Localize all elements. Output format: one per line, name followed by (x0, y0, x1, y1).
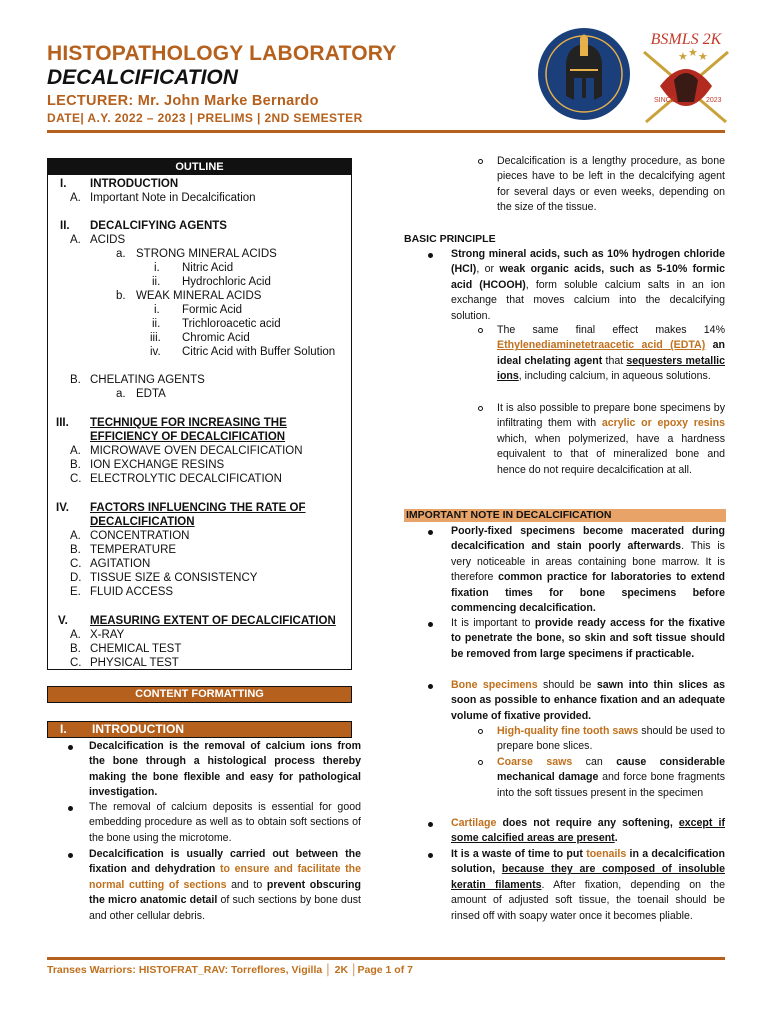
bullet-dot (428, 253, 433, 258)
outline-item: TISSUE SIZE & CONSISTENCY (90, 572, 258, 584)
text-run: should be (543, 679, 592, 691)
text-run: The same final effect makes 14% (497, 324, 725, 336)
bullet-dot (428, 684, 433, 689)
intro-bullet-3 (89, 847, 361, 924)
text-run: Cartilage (451, 817, 497, 829)
important-bullet-3 (451, 678, 725, 724)
outline-num: ii. (152, 318, 161, 330)
text-run: . (614, 832, 618, 845)
text-run: Ethylenediaminetetraacetic acid (EDTA) (497, 339, 706, 352)
important-sub-2 (497, 755, 725, 801)
outline-item: TECHNIQUE FOR INCREASING THE (90, 417, 287, 429)
outline-item: Trichloroacetic acid (182, 318, 281, 330)
outline-num: iii. (150, 332, 161, 344)
intro-section-bar (47, 721, 352, 738)
outline-num: C. (70, 558, 82, 570)
intro-num: I. (60, 722, 67, 736)
text-run: an ideal chelating agent (497, 339, 725, 367)
outline-box (47, 158, 352, 670)
outline-item: Chromic Acid (182, 332, 250, 344)
text-run: Coarse saws (497, 756, 573, 768)
text-run: in a decalcification solution, (451, 848, 725, 876)
right-sub-0: Decalcification is a lengthy procedure, as bone pieces have to be left in the decalcifying agent for several days or even weeks, depending on the size of the tissue. (497, 155, 725, 214)
outline-item: CHELATING AGENTS (90, 374, 205, 386)
text-run: and force bone fragments into the soft tissues present in the specimen (497, 771, 725, 799)
outline-item: ELECTROLYTIC DECALCIFICATION (90, 473, 282, 485)
page-header (47, 42, 547, 126)
outline-item: PHYSICAL TEST (90, 657, 179, 669)
svg-text:★: ★ (688, 47, 698, 59)
text-run: . This is very noticeable in areas containing bone marrow. It is therefore (451, 540, 725, 584)
bsmls-crest-logo (630, 22, 742, 130)
crest-year: 2023 (706, 97, 722, 104)
text-run: sawn into thin slices as soon as possible to enhance fixation and an adequate volume of fixative provided. (451, 679, 725, 722)
text-run: of such sections by bone dust and other cellular debris. (89, 894, 361, 922)
outline-item: Hydrochloric Acid (182, 276, 271, 288)
sub-bullet-circle (478, 159, 483, 164)
text-run: prevent obscuring the micro anatomic detail (89, 878, 361, 907)
intro-label: INTRODUCTION (92, 722, 184, 736)
outline-num: D. (70, 572, 82, 584)
outline-item: CHEMICAL TEST (90, 643, 182, 655)
basic-principle-sub-1 (497, 323, 725, 385)
outline-item: ION EXCHANGE RESINS (90, 459, 225, 471)
text-run: does not require any softening, (502, 817, 673, 829)
page-subtitle: DECALCIFICATION (47, 66, 238, 89)
sub-bullet-circle (478, 328, 483, 333)
text-run: It is important to (451, 617, 531, 629)
text-run: which, when polymerized, have a hardness equivalent to that of mineralized bone and hence do not require decalcification at all. (497, 432, 725, 476)
footer-rule (47, 957, 725, 960)
outline-num: B. (70, 459, 81, 471)
text-run: Strong mineral acids, such as 10% hydrogen chloride (HCl) (451, 248, 725, 276)
outline-item: FLUID ACCESS (90, 586, 174, 598)
outline-num: b. (116, 290, 126, 302)
outline-num: E. (70, 586, 81, 598)
outline-num: a. (116, 248, 126, 260)
outline-item: STRONG MINERAL ACIDS (136, 248, 277, 260)
outline-item: DECALCIFICATION (90, 516, 195, 528)
intro-bullet-1: Decalcification is the removal of calcium ions from the bone through a histological process thereby making the bone flexible and easy for pathological investigation. (89, 740, 361, 799)
text-run: should be used to prepare bone slices. (497, 725, 725, 753)
text-run: acrylic or epoxy resins (601, 417, 725, 430)
bullet-dot (68, 853, 73, 858)
outline-num: C. (70, 657, 82, 669)
outline-num: A. (70, 629, 81, 641)
outline-item: DECALCIFYING AGENTS (90, 220, 227, 232)
outline-item: CONCENTRATION (90, 530, 190, 542)
outline-num: A. (70, 234, 81, 246)
outline-item: Important Note in Decalcification (90, 192, 256, 204)
outline-num: i. (154, 304, 160, 316)
svg-text:★: ★ (678, 51, 688, 63)
sub-bullet-circle (478, 406, 483, 411)
text-run: except if some calcified areas are present (451, 817, 725, 845)
important-bullet-2 (451, 616, 725, 662)
text-run: . After fixation, depending on the amount of adjusted soft tissue, the toenail should be rinsed off with soapy water once it becomes pliable. (451, 878, 725, 922)
page-footer: Transes Warriors: HISTOFRAT_RAV: Torreflores, Vigilla │ 2K │Page 1 of 7 (47, 964, 413, 976)
text-run: Decalcification is usually carried out between the fixation and dehydration (89, 848, 361, 876)
bullet-dot (68, 806, 73, 811)
outline-num: B. (70, 544, 81, 556)
outline-item: FACTORS INFLUENCING THE RATE OF (90, 502, 306, 514)
outline-item: WEAK MINERAL ACIDS (136, 290, 262, 302)
crest-since: SINCE (654, 97, 676, 104)
important-note-heading: IMPORTANT NOTE IN DECALCIFICATION (404, 509, 726, 522)
lecturer-line: LECTURER: Mr. John Marke Bernardo (47, 93, 319, 109)
outline-num: B. (70, 643, 81, 655)
outline-num: C. (70, 473, 82, 485)
outline-item: Nitric Acid (182, 262, 234, 274)
basic-principle-heading: BASIC PRINCIPLE (404, 233, 496, 245)
outline-num: i. (154, 262, 160, 274)
outline-num: B. (70, 374, 81, 386)
outline-num: a. (116, 388, 126, 400)
outline-num: III. (56, 417, 69, 429)
text-run: , including calcium, in aqueous solutions. (518, 370, 711, 383)
outline-item: MICROWAVE OVEN DECALCIFICATION (90, 445, 303, 457)
text-run: because they are composed of insoluble keratin filaments (451, 863, 725, 891)
text-run: High-quality fine tooth saws (497, 725, 639, 737)
outline-item: MEASURING EXTENT OF DECALCIFICATION (90, 615, 336, 627)
outline-item: EDTA (136, 388, 166, 400)
outline-num: A. (70, 445, 81, 457)
text-run: toenails (586, 848, 627, 860)
text-run: sequesters metallic ions (497, 354, 725, 383)
text-run: , or (476, 263, 494, 276)
text-run: to ensure and facilitate the normal cutting of sections (89, 863, 361, 891)
sub-bullet-circle (478, 729, 483, 734)
text-run: and to (231, 878, 263, 891)
histofrat-logo (536, 26, 632, 122)
outline-item: AGITATION (90, 558, 151, 570)
bullet-dot (428, 822, 433, 827)
text-run: , form soluble calcium salts in an ion exchange that moves calcium into the decalcifying solution. (451, 278, 725, 322)
outline-num: A. (70, 192, 81, 204)
outline-item: EFFICIENCY OF DECALCIFICATION (90, 431, 286, 443)
text-run: It is also possible to prepare bone specimens by infiltrating them with (497, 402, 725, 430)
outline-num: A. (70, 530, 81, 542)
text-run: cause considerable mechanical damage (497, 756, 725, 784)
outline-heading: OUTLINE (48, 159, 351, 175)
basic-principle-bullet-1 (451, 247, 725, 324)
outline-num: V. (58, 615, 68, 627)
outline-num: IV. (56, 502, 70, 514)
text-run: weak organic acids, such as 5-10% formic acid (HCOOH) (451, 263, 725, 291)
text-run: common practice for laboratories to extend fixation times for bone specimens before commencing decalcification. (451, 571, 725, 615)
text-run: can (585, 756, 603, 768)
outline-item: ACIDS (90, 234, 126, 246)
outline-item: Formic Acid (182, 304, 243, 316)
outline-item: TEMPERATURE (90, 544, 177, 556)
outline-num: ii. (152, 276, 161, 288)
important-bullet-5 (451, 847, 725, 924)
sub-bullet-circle (478, 760, 483, 765)
outline-num: II. (60, 220, 70, 232)
important-bullet-4 (451, 816, 725, 847)
text-run: Poorly-fixed specimens become macerated during decalcification and stain poorly afterwards (451, 525, 725, 553)
basic-principle-sub-2 (497, 401, 725, 478)
date-line: DATE| A.Y. 2022 – 2023 | PRELIMS | 2ND SEMESTER (47, 111, 363, 125)
crest-title: BSMLS 2K (650, 31, 722, 48)
important-sub-1 (497, 724, 725, 755)
bullet-dot (428, 530, 433, 535)
outline-item: Citric Acid with Buffer Solution (182, 346, 336, 358)
text-run: Bone specimens (451, 679, 538, 691)
outline-num: iv. (150, 346, 161, 358)
bullet-dot (68, 745, 73, 750)
bullet-dot (428, 853, 433, 858)
outline-item: X-RAY (90, 629, 125, 641)
header-rule (47, 130, 725, 133)
svg-text:★: ★ (698, 51, 708, 63)
bullet-dot (428, 622, 433, 627)
text-run: It is a waste of time to put (451, 848, 583, 860)
page-title: HISTOPATHOLOGY LABORATORY (47, 42, 397, 65)
intro-bullet-2: The removal of calcium deposits is essential for good embedding procedure as well as to obtain soft sections of the bone using the microtome. (89, 801, 361, 844)
content-formatting-bar: CONTENT FORMATTING (47, 686, 352, 703)
text-run: provide ready access for the fixative to penetrate the bone, so skin and soft tissue should be removed from large specimens if practicable. (451, 617, 725, 660)
text-run: that (605, 354, 624, 367)
outline-num: I. (60, 178, 67, 190)
important-bullet-1 (451, 524, 725, 616)
outline-item: INTRODUCTION (90, 178, 179, 190)
